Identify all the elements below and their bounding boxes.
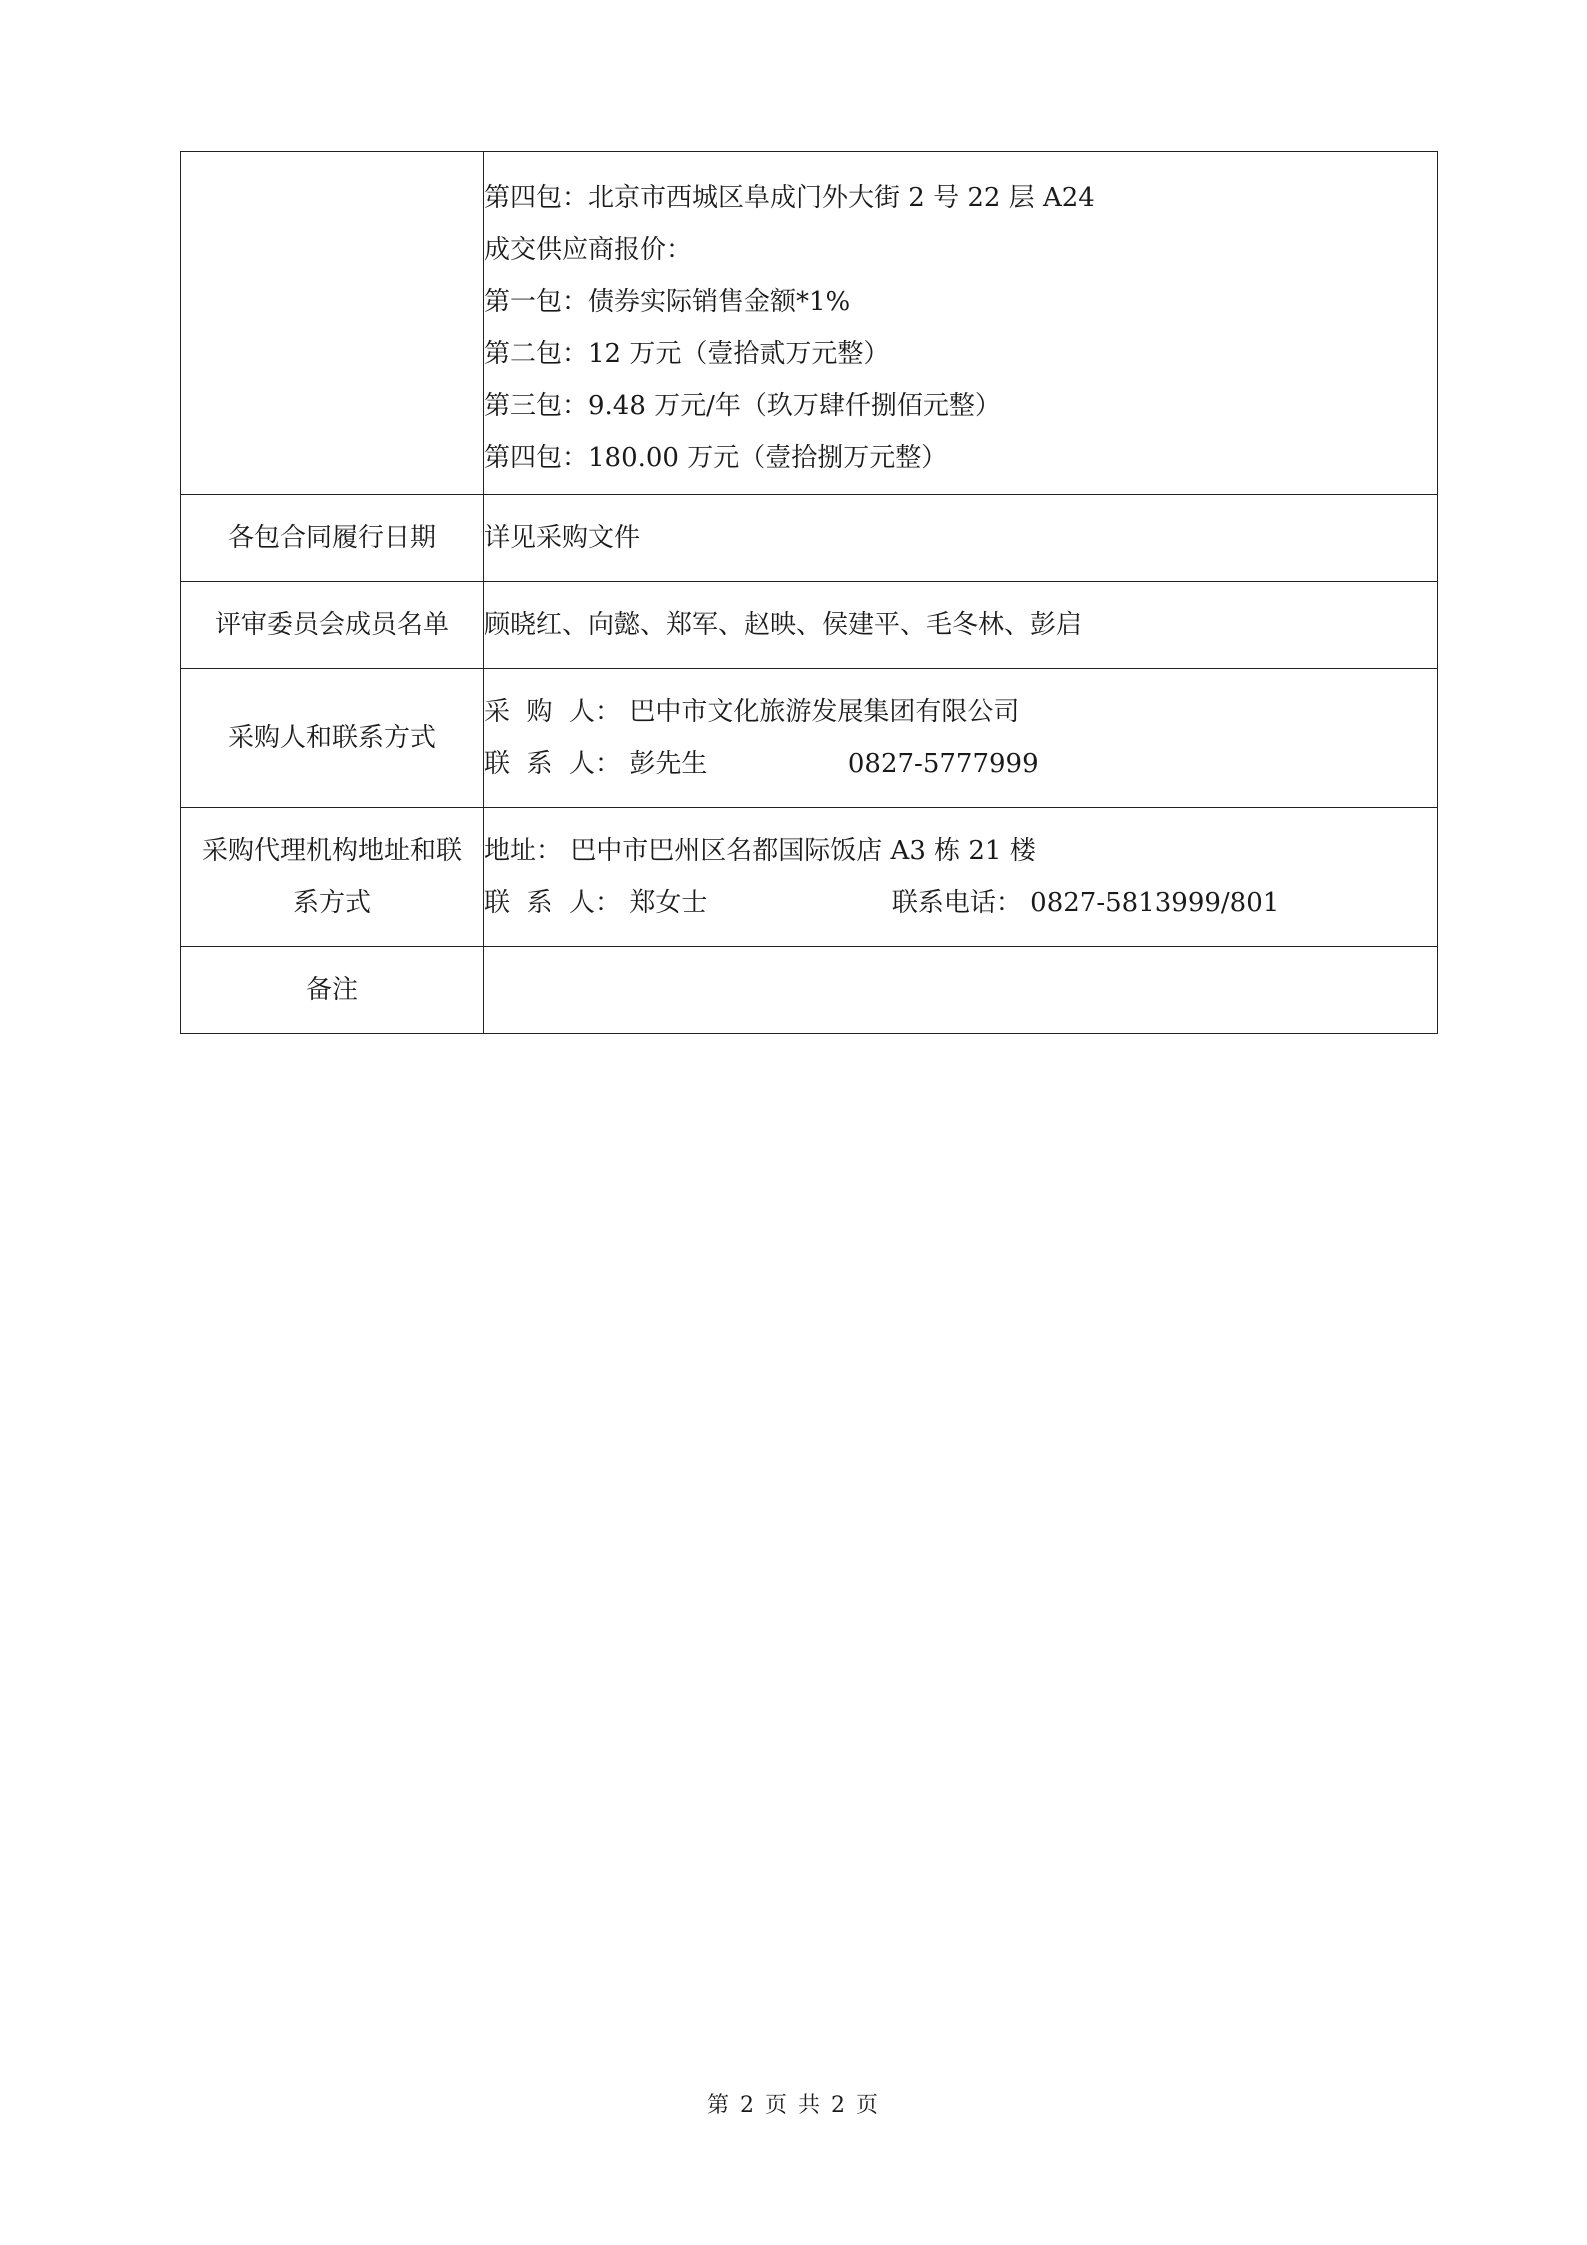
agency-contact-key: 联 系 人： (484, 888, 622, 918)
package-3-quote: 第三包：9.48 万元/年（玖万肆仟捌佰元整） (484, 391, 1001, 421)
agency-label (181, 808, 484, 947)
purchaser-key: 采 购 人： (484, 697, 622, 727)
contract-date-row (181, 495, 1438, 582)
agency-address-line (484, 825, 1437, 877)
remarks-value (484, 947, 1438, 1034)
purchaser-phone: 0827-5777999 (847, 749, 1039, 779)
package-info-cell (484, 152, 1438, 495)
package-2-quote: 第二包：12 万元（壹拾贰万元整） (484, 339, 890, 369)
contract-date-label: 各包合同履行日期 (181, 495, 484, 582)
agency-phone: 0827-5813999/801 (1030, 888, 1280, 918)
package-1-quote: 第一包：债券实际销售金额*1% (484, 287, 851, 317)
committee-value: 顾晓红、向懿、郑军、赵映、侯建平、毛冬林、彭启 (484, 582, 1438, 669)
package-4-address: 第四包：北京市西城区阜成门外大街 2 号 22 层 A24 (484, 183, 1095, 213)
committee-row (181, 582, 1438, 669)
agency-label-line-1: 采购代理机构地址和联 (201, 836, 462, 866)
package-info-label-cell (181, 152, 484, 495)
quote-heading: 成交供应商报价： (484, 235, 693, 265)
agency-cell (484, 808, 1438, 947)
agency-contact-line (484, 877, 1437, 929)
agency-address: 巴中市巴州区名都国际饭店 A3 栋 21 楼 (570, 836, 1036, 866)
purchaser-label: 采购人和联系方式 (181, 669, 484, 808)
purchaser-row (181, 669, 1438, 808)
announcement-table (180, 151, 1438, 1034)
purchaser-cell (484, 669, 1438, 808)
agency-label-line-2: 系方式 (292, 888, 371, 918)
package-4-quote: 第四包：180.00 万元（壹拾捌万元整） (484, 443, 948, 473)
purchaser-contact-line (484, 738, 1437, 790)
page-number-text: 第 2 页 共 2 页 (707, 2093, 880, 2118)
contract-date-value: 详见采购文件 (484, 495, 1438, 582)
page-number (0, 2088, 1587, 2119)
purchaser-name: 巴中市文化旅游发展集团有限公司 (629, 697, 1020, 727)
committee-label: 评审委员会成员名单 (181, 582, 484, 669)
purchaser-name-line (484, 686, 1437, 738)
purchaser-contact-name: 彭先生 (629, 749, 708, 779)
agency-contact-name: 郑女士 (629, 888, 708, 918)
remarks-row (181, 947, 1438, 1034)
remarks-label: 备注 (181, 947, 484, 1034)
agency-row (181, 808, 1438, 947)
purchaser-contact-key: 联 系 人： (484, 749, 622, 779)
package-info-row (181, 152, 1438, 495)
agency-address-key: 地址： (484, 836, 563, 866)
agency-phone-key: 联系电话： (891, 888, 1022, 918)
